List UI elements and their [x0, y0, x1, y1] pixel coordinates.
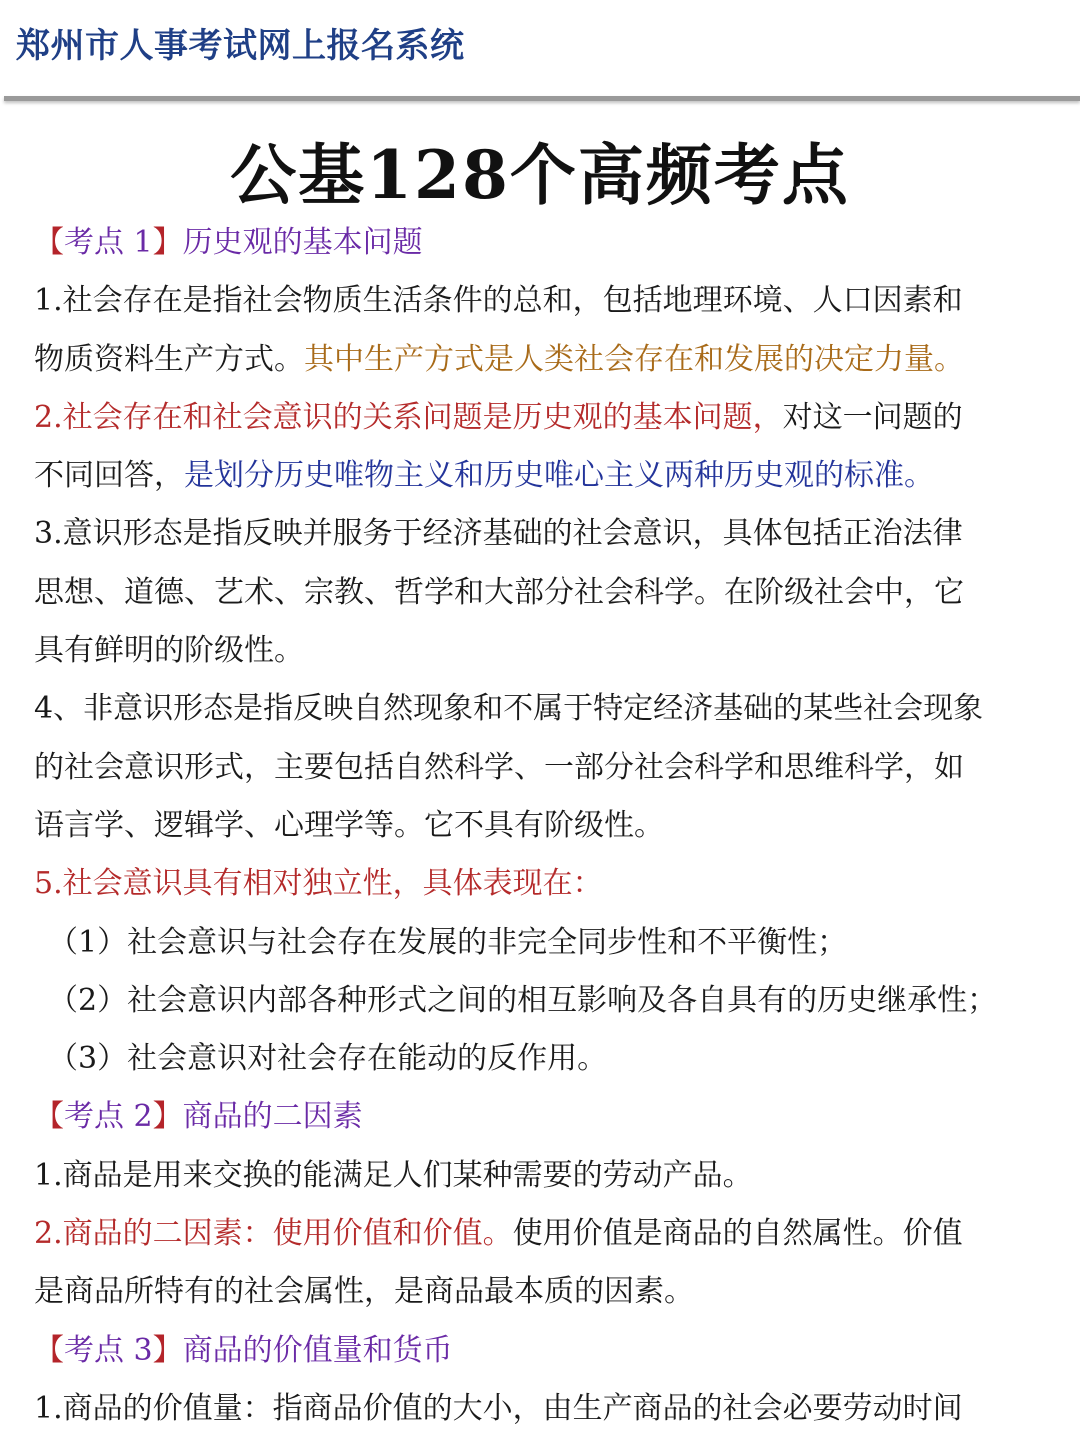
- site-title[interactable]: 郑州市人事考试网上报名系统: [16, 26, 465, 66]
- text-line: [34, 272, 1054, 330]
- text-line: [34, 739, 1054, 797]
- page-title: 公基128个高频考点: [230, 136, 850, 214]
- text-segment: 3.意识形态是指反映并服务于经济基础的社会意识，具体包括正治法律: [34, 516, 963, 552]
- text-line: [34, 331, 1054, 389]
- text-segment: 】: [152, 1332, 183, 1368]
- text-line: [34, 1263, 1054, 1321]
- text-segment: （2）社会意识内部各种形式之间的相互影响及各自具有的历史继承性；: [48, 982, 998, 1018]
- text-line: [34, 797, 1054, 855]
- text-segment: 的社会意识形式，主要包括自然科学、一部分社会科学和思维科学，如: [34, 749, 964, 785]
- text-segment: 【: [34, 225, 64, 260]
- text-segment: 是商品所特有的社会属性，是商品最本质的因素。: [34, 1274, 694, 1310]
- article-body: [34, 214, 1054, 1438]
- text-segment: 】: [152, 1099, 183, 1135]
- text-segment: 语言学、逻辑学、心理学等。它不具有阶级性。: [34, 807, 664, 843]
- text-line: [34, 1322, 1054, 1380]
- text-segment: 商品的价值量和货币: [182, 1332, 453, 1368]
- text-segment: 【: [34, 1099, 64, 1135]
- text-segment: 使用价值是商品的自然属性。价值: [512, 1216, 963, 1252]
- text-line: [34, 1147, 1054, 1205]
- text-segment: （1）社会意识与社会存在发展的非完全同步性和不平衡性；: [48, 924, 848, 960]
- text-line: [34, 680, 1054, 738]
- text-segment: 【: [34, 1332, 64, 1368]
- header-divider: [4, 96, 1080, 101]
- text-segment: 考点 1: [64, 225, 153, 260]
- text-line: [34, 1030, 1054, 1088]
- text-line: [34, 1380, 1054, 1438]
- text-line: [34, 564, 1054, 622]
- text-segment: 考点 3: [64, 1332, 153, 1368]
- text-line: [34, 972, 1054, 1030]
- text-segment: 不同回答，: [34, 458, 184, 494]
- text-segment: 考点 2: [64, 1099, 153, 1135]
- text-line: [34, 855, 1054, 913]
- text-segment: 商品的二因素: [182, 1099, 363, 1135]
- text-segment: 4、非意识形态是指反映自然现象和不属于特定经济基础的某些社会现象: [34, 691, 984, 727]
- text-line: [34, 622, 1054, 680]
- text-line: [34, 389, 1054, 447]
- text-segment: 1.社会存在是指社会物质生活条件的总和，包括地理环境、人口因素和: [34, 283, 963, 319]
- text-segment: 历史观的基本问题: [182, 225, 423, 260]
- site-header: [0, 0, 1080, 98]
- text-segment: 思想、道德、艺术、宗教、哲学和大部分社会科学。在阶级社会中，它: [34, 574, 964, 610]
- text-line: [34, 447, 1054, 505]
- text-line: [34, 505, 1054, 563]
- text-segment: 对这一问题的: [782, 399, 963, 435]
- text-segment: 2.商品的二因素：使用价值和价值。: [34, 1216, 513, 1252]
- text-line: [34, 214, 1054, 272]
- text-line: [34, 914, 1054, 972]
- text-segment: 2.社会存在和社会意识的关系问题是历史观的基本问题，: [34, 399, 783, 435]
- text-line: [34, 1088, 1054, 1146]
- text-segment: 其中生产方式是人类社会存在和发展的决定力量。: [304, 341, 964, 377]
- text-segment: 物质资料生产方式。: [34, 341, 304, 377]
- text-segment: 具有鲜明的阶级性。: [34, 633, 304, 669]
- text-segment: 是划分历史唯物主义和历史唯心主义两种历史观的标准。: [184, 458, 934, 494]
- text-segment: （3）社会意识对社会存在能动的反作用。: [48, 1041, 608, 1077]
- text-segment: 5.社会意识具有相对独立性，具体表现在：: [34, 866, 603, 902]
- text-segment: 1.商品是用来交换的能满足人们某种需要的劳动产品。: [34, 1157, 753, 1193]
- text-line: [34, 1205, 1054, 1263]
- text-segment: 】: [152, 225, 183, 260]
- text-segment: 1.商品的价值量：指商品价值的大小，由生产商品的社会必要劳动时间: [34, 1390, 963, 1426]
